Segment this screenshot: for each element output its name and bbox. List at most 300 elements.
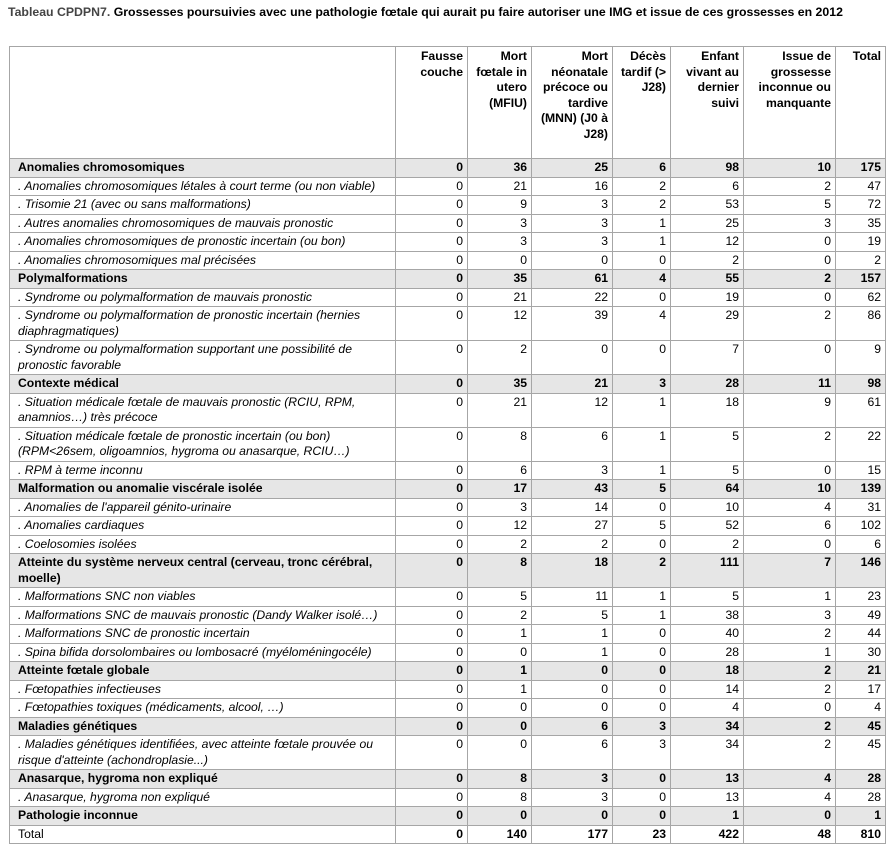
value-cell: 21: [836, 662, 886, 681]
value-cell: 0: [396, 554, 468, 588]
value-cell: 6: [671, 177, 744, 196]
value-cell: 0: [532, 680, 613, 699]
value-cell: 0: [396, 196, 468, 215]
value-cell: 28: [671, 375, 744, 394]
value-cell: 3: [613, 736, 671, 770]
value-cell: 0: [396, 517, 468, 536]
value-cell: 14: [532, 498, 613, 517]
value-cell: 0: [613, 625, 671, 644]
table-row: [10, 588, 886, 607]
table-row: [10, 736, 886, 770]
table-row: [10, 196, 886, 215]
value-cell: 1: [671, 807, 744, 826]
value-cell: 0: [396, 461, 468, 480]
value-cell: 0: [613, 341, 671, 375]
value-cell: 0: [396, 498, 468, 517]
value-cell: 4: [836, 699, 886, 718]
value-cell: 15: [836, 461, 886, 480]
value-cell: 72: [836, 196, 886, 215]
value-cell: 16: [532, 177, 613, 196]
table-row: [10, 233, 886, 252]
table-row: [10, 177, 886, 196]
table-row: [10, 699, 886, 718]
row-label: Pathologie inconnue: [10, 807, 396, 826]
value-cell: 0: [396, 643, 468, 662]
value-cell: 0: [744, 461, 836, 480]
value-cell: 0: [396, 717, 468, 736]
group-row: [10, 807, 886, 826]
value-cell: 43: [532, 480, 613, 499]
value-cell: 2: [744, 427, 836, 461]
value-cell: 111: [671, 554, 744, 588]
table-caption: [8, 4, 886, 20]
value-cell: 8: [468, 427, 532, 461]
value-cell: 0: [744, 807, 836, 826]
value-cell: 0: [396, 214, 468, 233]
row-label: . Situation médicale fœtale de pronostic incertain (ou bon) (RPM<26sem, oligoamnios, hygroma ou anasarque, RCIU…): [10, 427, 396, 461]
row-label: . Anomalies chromosomiques mal précisées: [10, 251, 396, 270]
value-cell: 35: [836, 214, 886, 233]
row-label: . Malformations SNC non viables: [10, 588, 396, 607]
value-cell: 0: [396, 288, 468, 307]
value-cell: 10: [744, 159, 836, 178]
value-cell: 2: [671, 251, 744, 270]
value-cell: 0: [396, 251, 468, 270]
row-label: . Fœtopathies infectieuses: [10, 680, 396, 699]
header-cell-fausse-couche: Fausse couche: [396, 47, 468, 159]
row-label: . Syndrome ou polymalformation de pronostic incertain (hernies diaphragmatiques): [10, 307, 396, 341]
value-cell: 18: [671, 662, 744, 681]
value-cell: 6: [613, 159, 671, 178]
row-label: Total: [10, 825, 396, 844]
value-cell: 0: [532, 341, 613, 375]
caption-title: Tableau CPDPN7.: [8, 5, 111, 19]
value-cell: 0: [613, 770, 671, 789]
table-row: [10, 341, 886, 375]
row-label: . Coelosomies isolées: [10, 535, 396, 554]
value-cell: 0: [396, 680, 468, 699]
value-cell: 1: [744, 588, 836, 607]
table-row: [10, 535, 886, 554]
value-cell: 3: [744, 606, 836, 625]
value-cell: 98: [836, 375, 886, 394]
value-cell: 3: [613, 375, 671, 394]
value-cell: 0: [396, 770, 468, 789]
group-row: [10, 717, 886, 736]
value-cell: 5: [671, 427, 744, 461]
value-cell: 1: [613, 393, 671, 427]
value-cell: 21: [468, 177, 532, 196]
value-cell: 2: [744, 680, 836, 699]
value-cell: 39: [532, 307, 613, 341]
value-cell: 0: [396, 535, 468, 554]
row-label: . Syndrome ou polymalformation supportant une possibilité de pronostic favorable: [10, 341, 396, 375]
value-cell: 0: [613, 498, 671, 517]
header-cell-issue-inconnue: Issue de grossesse inconnue ou manquante: [744, 47, 836, 159]
value-cell: 19: [836, 233, 886, 252]
value-cell: 28: [671, 643, 744, 662]
row-label: . Spina bifida dorsolombaires ou lombosacré (myéloméningocéle): [10, 643, 396, 662]
header-cell-enfant-vivant: Enfant vivant au dernier suivi: [671, 47, 744, 159]
value-cell: 5: [468, 588, 532, 607]
value-cell: 12: [532, 393, 613, 427]
value-cell: 3: [532, 214, 613, 233]
row-label: . Autres anomalies chromosomiques de mauvais pronostic: [10, 214, 396, 233]
value-cell: 0: [532, 699, 613, 718]
value-cell: 62: [836, 288, 886, 307]
value-cell: 52: [671, 517, 744, 536]
value-cell: 0: [396, 393, 468, 427]
value-cell: 3: [532, 196, 613, 215]
value-cell: 11: [744, 375, 836, 394]
value-cell: 22: [836, 427, 886, 461]
value-cell: 810: [836, 825, 886, 844]
value-cell: 34: [671, 736, 744, 770]
value-cell: 0: [396, 807, 468, 826]
header-row: [10, 47, 886, 159]
value-cell: 0: [396, 270, 468, 289]
value-cell: 0: [396, 233, 468, 252]
value-cell: 6: [532, 717, 613, 736]
value-cell: 2: [744, 270, 836, 289]
value-cell: 0: [468, 807, 532, 826]
value-cell: 2: [744, 625, 836, 644]
value-cell: 0: [613, 788, 671, 807]
group-row: [10, 662, 886, 681]
value-cell: 0: [468, 699, 532, 718]
value-cell: 49: [836, 606, 886, 625]
value-cell: 21: [468, 393, 532, 427]
value-cell: 1: [613, 606, 671, 625]
row-label: . Anomalies chromosomiques létales à court terme (ou non viable): [10, 177, 396, 196]
value-cell: 3: [744, 214, 836, 233]
header-cell-mfiu: Mort fœtale in utero (MFIU): [468, 47, 532, 159]
value-cell: 31: [836, 498, 886, 517]
value-cell: 0: [744, 233, 836, 252]
value-cell: 61: [836, 393, 886, 427]
value-cell: 23: [836, 588, 886, 607]
row-label: Atteinte du système nerveux central (cerveau, tronc cérébral, moelle): [10, 554, 396, 588]
value-cell: 0: [396, 606, 468, 625]
group-row: [10, 480, 886, 499]
value-cell: 422: [671, 825, 744, 844]
row-label: . Anasarque, hygroma non expliqué: [10, 788, 396, 807]
value-cell: 2: [613, 196, 671, 215]
value-cell: 2: [468, 341, 532, 375]
value-cell: 55: [671, 270, 744, 289]
value-cell: 12: [671, 233, 744, 252]
value-cell: 0: [532, 251, 613, 270]
value-cell: 10: [744, 480, 836, 499]
value-cell: 4: [744, 770, 836, 789]
value-cell: 3: [532, 461, 613, 480]
value-cell: 157: [836, 270, 886, 289]
total-row: [10, 825, 886, 844]
value-cell: 17: [468, 480, 532, 499]
value-cell: 9: [744, 393, 836, 427]
value-cell: 0: [396, 825, 468, 844]
value-cell: 3: [532, 770, 613, 789]
value-cell: 0: [744, 251, 836, 270]
value-cell: 3: [532, 788, 613, 807]
value-cell: 6: [468, 461, 532, 480]
table-row: [10, 643, 886, 662]
value-cell: 35: [468, 375, 532, 394]
value-cell: 3: [613, 717, 671, 736]
value-cell: 2: [613, 554, 671, 588]
row-label: Anomalies chromosomiques: [10, 159, 396, 178]
row-label: . Anomalies cardiaques: [10, 517, 396, 536]
group-row: [10, 554, 886, 588]
value-cell: 1: [532, 643, 613, 662]
row-label: Polymalformations: [10, 270, 396, 289]
value-cell: 35: [468, 270, 532, 289]
table-row: [10, 251, 886, 270]
value-cell: 0: [613, 662, 671, 681]
group-row: [10, 159, 886, 178]
value-cell: 0: [396, 699, 468, 718]
table-body: [10, 159, 886, 844]
value-cell: 0: [396, 427, 468, 461]
value-cell: 0: [396, 177, 468, 196]
value-cell: 25: [532, 159, 613, 178]
value-cell: 1: [532, 625, 613, 644]
caption-text: Grossesses poursuivies avec une pathologie fœtale qui aurait pu faire autoriser une IMG et issue de ces grossesses en 2012: [113, 5, 843, 19]
value-cell: 27: [532, 517, 613, 536]
value-cell: 2: [532, 535, 613, 554]
value-cell: 21: [532, 375, 613, 394]
value-cell: 102: [836, 517, 886, 536]
row-label: . Malformations SNC de pronostic incertain: [10, 625, 396, 644]
value-cell: 0: [744, 535, 836, 554]
header-cell-total: Total: [836, 47, 886, 159]
value-cell: 21: [468, 288, 532, 307]
row-label: Atteinte fœtale globale: [10, 662, 396, 681]
value-cell: 6: [532, 736, 613, 770]
value-cell: 1: [613, 214, 671, 233]
value-cell: 4: [613, 270, 671, 289]
value-cell: 0: [613, 535, 671, 554]
table-row: [10, 606, 886, 625]
value-cell: 5: [532, 606, 613, 625]
row-label: Malformation ou anomalie viscérale isolée: [10, 480, 396, 499]
value-cell: 0: [396, 736, 468, 770]
value-cell: 3: [468, 498, 532, 517]
value-cell: 9: [836, 341, 886, 375]
value-cell: 2: [744, 717, 836, 736]
table-row: [10, 427, 886, 461]
value-cell: 7: [671, 341, 744, 375]
value-cell: 34: [671, 717, 744, 736]
table-row: [10, 214, 886, 233]
row-label: . Syndrome ou polymalformation de mauvais pronostic: [10, 288, 396, 307]
value-cell: 28: [836, 788, 886, 807]
value-cell: 5: [744, 196, 836, 215]
value-cell: 13: [671, 788, 744, 807]
table-row: [10, 307, 886, 341]
value-cell: 2: [613, 177, 671, 196]
value-cell: 0: [396, 662, 468, 681]
value-cell: 12: [468, 517, 532, 536]
value-cell: 12: [468, 307, 532, 341]
value-cell: 45: [836, 717, 886, 736]
value-cell: 0: [532, 662, 613, 681]
table-row: [10, 288, 886, 307]
value-cell: 47: [836, 177, 886, 196]
value-cell: 1: [613, 588, 671, 607]
value-cell: 0: [396, 480, 468, 499]
value-cell: 5: [613, 517, 671, 536]
header-cell-label: [10, 47, 396, 159]
value-cell: 146: [836, 554, 886, 588]
value-cell: 8: [468, 770, 532, 789]
value-cell: 0: [396, 307, 468, 341]
value-cell: 11: [532, 588, 613, 607]
value-cell: 23: [613, 825, 671, 844]
value-cell: 64: [671, 480, 744, 499]
value-cell: 9: [468, 196, 532, 215]
value-cell: 19: [671, 288, 744, 307]
row-label: . Trisomie 21 (avec ou sans malformations): [10, 196, 396, 215]
value-cell: 53: [671, 196, 744, 215]
table-row: [10, 625, 886, 644]
value-cell: 17: [836, 680, 886, 699]
value-cell: 0: [396, 625, 468, 644]
row-label: . Malformations SNC de mauvais pronostic (Dandy Walker isolé…): [10, 606, 396, 625]
value-cell: 0: [532, 807, 613, 826]
row-label: Anasarque, hygroma non expliqué: [10, 770, 396, 789]
value-cell: 2: [744, 736, 836, 770]
value-cell: 18: [532, 554, 613, 588]
value-cell: 0: [396, 588, 468, 607]
row-label: . Maladies génétiques identifiées, avec atteinte fœtale prouvée ou risque d'atteinte (achondroplasie...): [10, 736, 396, 770]
value-cell: 2: [836, 251, 886, 270]
value-cell: 0: [468, 736, 532, 770]
value-cell: 175: [836, 159, 886, 178]
row-label: Contexte médical: [10, 375, 396, 394]
value-cell: 4: [613, 307, 671, 341]
value-cell: 38: [671, 606, 744, 625]
table-row: [10, 498, 886, 517]
value-cell: 1: [468, 625, 532, 644]
value-cell: 0: [613, 699, 671, 718]
group-row: [10, 270, 886, 289]
value-cell: 2: [671, 535, 744, 554]
value-cell: 0: [744, 341, 836, 375]
row-label: . Fœtopathies toxiques (médicaments, alcool, …): [10, 699, 396, 718]
value-cell: 98: [671, 159, 744, 178]
value-cell: 2: [744, 307, 836, 341]
value-cell: 4: [671, 699, 744, 718]
value-cell: 3: [468, 233, 532, 252]
value-cell: 7: [744, 554, 836, 588]
value-cell: 0: [396, 375, 468, 394]
value-cell: 2: [744, 177, 836, 196]
group-row: [10, 375, 886, 394]
value-cell: 6: [744, 517, 836, 536]
value-cell: 40: [671, 625, 744, 644]
value-cell: 4: [744, 788, 836, 807]
value-cell: 10: [671, 498, 744, 517]
value-cell: 0: [396, 788, 468, 807]
value-cell: 1: [836, 807, 886, 826]
value-cell: 0: [613, 807, 671, 826]
value-cell: 86: [836, 307, 886, 341]
value-cell: 45: [836, 736, 886, 770]
header-cell-mnn: Mort néonatale précoce ou tardive (MNN) (J0 à J28): [532, 47, 613, 159]
value-cell: 0: [468, 251, 532, 270]
value-cell: 2: [744, 662, 836, 681]
value-cell: 36: [468, 159, 532, 178]
value-cell: 0: [396, 159, 468, 178]
row-label: . Anomalies de l'appareil génito-urinaire: [10, 498, 396, 517]
value-cell: 2: [468, 606, 532, 625]
value-cell: 140: [468, 825, 532, 844]
row-label: . Anomalies chromosomiques de pronostic incertain (ou bon): [10, 233, 396, 252]
value-cell: 1: [613, 427, 671, 461]
value-cell: 1: [613, 461, 671, 480]
value-cell: 5: [671, 461, 744, 480]
value-cell: 0: [396, 341, 468, 375]
value-cell: 48: [744, 825, 836, 844]
header-cell-deces-tardif: Décès tardif (> J28): [613, 47, 671, 159]
value-cell: 4: [744, 498, 836, 517]
group-row: [10, 770, 886, 789]
value-cell: 44: [836, 625, 886, 644]
value-cell: 61: [532, 270, 613, 289]
value-cell: 14: [671, 680, 744, 699]
value-cell: 5: [671, 588, 744, 607]
value-cell: 5: [613, 480, 671, 499]
value-cell: 0: [613, 251, 671, 270]
value-cell: 1: [468, 680, 532, 699]
value-cell: 13: [671, 770, 744, 789]
table-row: [10, 680, 886, 699]
value-cell: 6: [532, 427, 613, 461]
value-cell: 1: [613, 233, 671, 252]
value-cell: 139: [836, 480, 886, 499]
value-cell: 0: [468, 717, 532, 736]
value-cell: 1: [744, 643, 836, 662]
value-cell: 0: [744, 288, 836, 307]
value-cell: 3: [532, 233, 613, 252]
value-cell: 0: [613, 680, 671, 699]
value-cell: 0: [744, 699, 836, 718]
value-cell: 0: [613, 643, 671, 662]
value-cell: 6: [836, 535, 886, 554]
value-cell: 18: [671, 393, 744, 427]
value-cell: 1: [468, 662, 532, 681]
row-label: Maladies génétiques: [10, 717, 396, 736]
value-cell: 28: [836, 770, 886, 789]
table-row: [10, 517, 886, 536]
value-cell: 0: [613, 288, 671, 307]
value-cell: 0: [468, 643, 532, 662]
value-cell: 177: [532, 825, 613, 844]
row-label: . Situation médicale fœtale de mauvais pronostic (RCIU, RPM, anamnios…) très précoce: [10, 393, 396, 427]
table-row: [10, 393, 886, 427]
table-row: [10, 461, 886, 480]
table-row: [10, 788, 886, 807]
value-cell: 22: [532, 288, 613, 307]
row-label: . RPM à terme inconnu: [10, 461, 396, 480]
outcomes-table: [9, 46, 886, 844]
value-cell: 2: [468, 535, 532, 554]
value-cell: 30: [836, 643, 886, 662]
value-cell: 3: [468, 214, 532, 233]
value-cell: 8: [468, 554, 532, 588]
value-cell: 8: [468, 788, 532, 807]
